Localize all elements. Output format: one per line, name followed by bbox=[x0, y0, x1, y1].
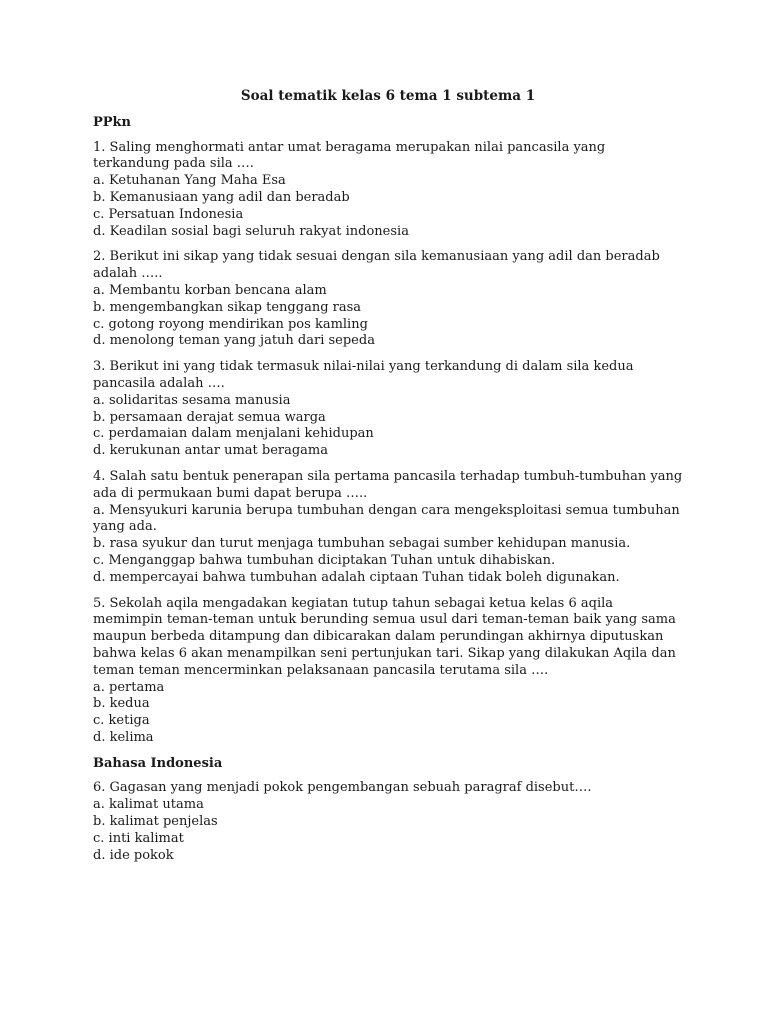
option-b: b. kalimat penjelas bbox=[93, 814, 218, 830]
option-d: d. ide pokok bbox=[93, 847, 174, 863]
option-c: c. perdamaian dalam menjalani kehidupan bbox=[93, 426, 374, 442]
question-2 bbox=[93, 249, 683, 350]
option-b: b. Kemanusiaan yang adil dan beradab bbox=[93, 189, 350, 205]
question-text: 1. Saling menghormati antar umat beragama merupakan nilai pancasila yang terkandung pada sila …. bbox=[93, 139, 606, 172]
question-3 bbox=[93, 359, 683, 460]
option-d: d. mempercayai bahwa tumbuhan adalah ciptaan Tuhan tidak boleh digunakan. bbox=[93, 569, 620, 585]
option-c: c. Menganggap bahwa tumbuhan diciptakan Tuhan untuk dihabiskan. bbox=[93, 552, 556, 568]
option-b: b. persamaan derajat semua warga bbox=[93, 409, 326, 425]
question-1 bbox=[93, 140, 683, 241]
option-d: d. kelima bbox=[93, 729, 154, 745]
question-6 bbox=[93, 780, 683, 864]
option-b: b. rasa syukur dan turut menjaga tumbuhan sebagai sumber kehidupan manusia. bbox=[93, 536, 631, 552]
option-c: c. inti kalimat bbox=[93, 830, 184, 846]
option-c: c. gotong royong mendirikan pos kamling bbox=[93, 316, 368, 332]
option-a: a. Ketuhanan Yang Maha Esa bbox=[93, 173, 286, 189]
option-d: d. menolong teman yang jatuh dari sepeda bbox=[93, 333, 375, 349]
option-d: d. Keadilan sosial bagi seluruh rakyat indonesia bbox=[93, 223, 409, 239]
section-title: PPkn bbox=[93, 114, 132, 130]
question-text: 2. Berikut ini sikap yang tidak sesuai dengan sila kemanusiaan yang adil dan beradab adalah ….. bbox=[93, 249, 660, 282]
question-4 bbox=[93, 469, 683, 587]
question-text: 4. Salah satu bentuk penerapan sila pertama pancasila terhadap tumbuh-tumbuhan yang ada di permukaan bumi dapat berupa ….. bbox=[93, 468, 683, 501]
option-d: d. kerukunan antar umat beragama bbox=[93, 443, 329, 459]
option-a: a. pertama bbox=[93, 679, 165, 695]
option-a: a. Mensyukuri karunia berupa tumbuhan dengan cara mengeksploitasi semua tumbuhan yang ada. bbox=[93, 502, 680, 535]
section-bahasa-indonesia bbox=[93, 756, 683, 865]
question-text: 3. Berikut ini yang tidak termasuk nilai-nilai yang terkandung di dalam sila kedua pancasila adalah …. bbox=[93, 359, 634, 391]
question-text: 5. Sekolah aqila mengadakan kegiatan tutup tahun sebagai ketua kelas 6 aqila memimpin teman-teman untuk berunding semua usul dari teman-teman baik yang sama maupun berbeda ditampung dan dibicarakan dalam perundingan akhirnya diputuskan bahwa kelas 6 akan menampilkan seni pertunjukan tari. Sikap yang dilakukan Aqila dan teman teman mencerminkan pelaksanaan pancasila terutama sila …. bbox=[93, 595, 676, 678]
option-a: a. kalimat utama bbox=[93, 797, 204, 813]
section-ppkn bbox=[93, 115, 683, 747]
document-page bbox=[93, 88, 683, 873]
option-b: b. mengembangkan sikap tenggang rasa bbox=[93, 299, 362, 315]
option-a: a. Membantu korban bencana alam bbox=[93, 282, 327, 298]
section-title: Bahasa Indonesia bbox=[93, 755, 223, 771]
question-5 bbox=[93, 596, 683, 747]
option-a: a. solidaritas sesama manusia bbox=[93, 392, 291, 408]
option-c: c. ketiga bbox=[93, 713, 150, 729]
question-text: 6. Gagasan yang menjadi pokok pengembangan sebuah paragraf disebut…. bbox=[93, 780, 592, 796]
option-c: c. Persatuan Indonesia bbox=[93, 206, 244, 222]
document-title: Soal tematik kelas 6 tema 1 subtema 1 bbox=[240, 88, 536, 104]
option-b: b. kedua bbox=[93, 696, 150, 712]
